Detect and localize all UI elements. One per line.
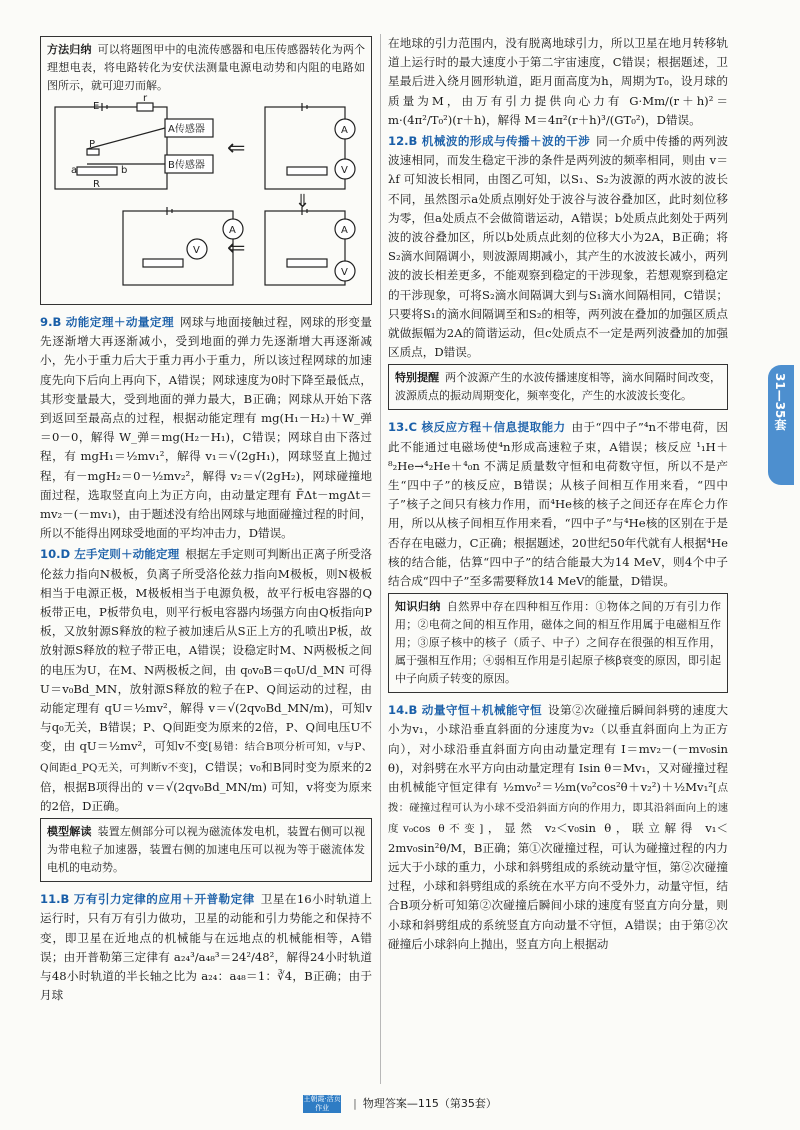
footer-separator: | xyxy=(353,1097,357,1110)
q10-text: 根据左手定则可判断出正离子所受洛伦兹力指向N极板，负离子所受洛伦兹力指向M极板，则N极板相当于电源正极，M极板相当于电源负极，故平行板电容器的Q板带正电，P板带负电，则平行板电容器内场强方向由Q板指向P板，又放射源S释放的粒子被加速后从S正上方的孔喷出P板，故放射源S释放的粒子带正电，A错误；设稳定时M、N两极板之间的电压为U，在M、N两极板之间，由 q₀v₀B＝q₀U/d_MN 可得 U＝v₀Bd_MN，放射源S释放的粒子在P、Q间运动的过程，由动能定理有 qU＝½mv²，解得 v＝√(2qv₀Bd_MN/m)，可知v与q₀无关，B错误；P、Q间距变为原来的2倍，P、Q间电压U不变，由 qU＝½mv²，可知v不变 xyxy=(40,547,372,754)
q9-tag: 动能定理＋动量定理 xyxy=(65,315,174,329)
arrow-left-icon: ⇐ xyxy=(227,136,246,161)
meter-v-3: V xyxy=(193,245,200,256)
q11-number: 11.B xyxy=(40,892,70,907)
q13-paragraph xyxy=(388,418,728,591)
q12-tag: 机械波的形成与传播＋波的干涉 xyxy=(421,134,591,149)
circuit-diagram xyxy=(47,93,365,294)
set-range-label: 31—35套 xyxy=(773,373,787,431)
set-range-tab xyxy=(768,365,794,485)
q13-number: 13.C xyxy=(388,420,418,435)
page-footer xyxy=(0,1095,800,1113)
q9-number: 9.B xyxy=(40,315,62,329)
arrow-left-icon-2: ⇐ xyxy=(227,236,246,261)
label-r: r xyxy=(143,93,148,104)
knowledge-box-title: 知识归纳 xyxy=(395,600,441,614)
q11-text: 卫星在16小时轨道上运行时，只有万有引力做功，卫星的动能和引力势能之和保持不变，即卫星在近地点的机械能与在远地点的机械能相等，A错误；由开普勒第三定律有 a₂₄³/a₄₈³＝24²/48²，解得24小时轨道与48小时轨道的半长轴之比为 a₂₄：a₄₈＝1：∛4，B正确；由于月球 xyxy=(40,892,372,1003)
method-box-title: 方法归纳 xyxy=(47,43,92,56)
knowledge-box xyxy=(388,593,728,693)
sensor-b-label: B传感器 xyxy=(168,160,205,171)
meter-v-2: V xyxy=(341,267,348,278)
q14-paragraph xyxy=(388,701,728,954)
q13-tag: 核反应方程＋信息提取能力 xyxy=(421,420,566,435)
model-box-text: 装置左侧部分可以视为磁流体发电机，装置右侧可以视为带电粒子加速器，装置右侧的加速电压可以视为等于磁流体发电机的电动势。 xyxy=(47,825,365,875)
q9-paragraph xyxy=(40,313,372,543)
q12-number: 12.B xyxy=(388,134,418,149)
arrow-down-icon: ⇓ xyxy=(295,191,311,212)
tip-box xyxy=(388,364,728,410)
label-resistor: R xyxy=(93,179,100,190)
meter-v-1: V xyxy=(341,165,348,176)
model-box-title: 模型解读 xyxy=(47,825,92,839)
q14-text: 设第②次碰撞后瞬间斜劈的速度大小为v₁，小球沿垂直斜面的分速度为v₂（以垂直斜面向上为正方向），对小球沿垂直斜面方向由动量定理有 I＝mv₂－(－mv₀sin θ)，对斜劈在水平方向由动量定理有 Isin θ＝Mv₁，又对碰撞过程由机械能守恒定律有 ½mv₀²＝½m(v₀²cos²θ＋v₂²)＋½Mv₁² xyxy=(388,703,728,795)
q10-note: [易错：结合B项分析可知，v与P、Q间距d_PQ无关，可判断v不变] xyxy=(40,741,372,774)
left-column xyxy=(40,34,372,1008)
q14-number: 14.B xyxy=(388,703,418,718)
q14-note: [点拨：碰撞过程可认为小球不受沿斜面方向的作用力，即其沿斜面向上的速度v₀cos θ不变] xyxy=(388,782,728,835)
q14-tag: 动量守恒＋机械能守恒 xyxy=(421,703,543,718)
column-divider xyxy=(380,34,381,1084)
label-e: E xyxy=(93,101,100,112)
q11-tag: 万有引力定律的应用＋开普勒定律 xyxy=(73,892,255,907)
q11-paragraph xyxy=(40,890,372,1005)
right-column xyxy=(388,34,728,956)
q10-tag: 左手定则＋动能定理 xyxy=(74,547,180,562)
circuit-diagram-svg xyxy=(47,93,365,294)
q14-text-2: ，显然 v₂＜v₀sin θ，联立解得 v₁＜2mv₀sin²θ/M，B正确；第①次碰撞过程，可认为碰撞过程的内力远大于小球的重力，小球和斜劈组成的系统动量守恒，第②次碰撞过程，小球和斜劈组成的系统在水平方向不受外力，动量守恒，结合B项分析可知第②次碰撞后瞬间小球的速度有竖直方向分量，则小球和斜劈组成的系统竖直方向动量不守恒，A错误；由于第②次碰撞后小球斜向上抛出，竖直方向上根据动 xyxy=(388,820,728,951)
q12-text: 同一介质中传播的两列波波速相同，而发生稳定干涉的条件是两列波的频率相同，则由 v＝λf 可知波长相同，由图乙可知，以S₁、S₂为波源的两水波的波长不同，虽然图示a处质点刚好处于波谷与波谷叠加区，此时刻位移为零，但a处质点不会做简谐运动，A错误；b处质点此刻处于两列波的波谷叠加区，所以b处质点此刻的位移大小为2A，B正确；将S₂滴水间隔调小，则波源周期减小，其产生的水波波长减小，两列波的波长相差更多，不能观察到稳定的干涉现象，若想观察到稳定的干涉现象，可将S₂滴水间隔调大到与S₁滴水间隔相同，C错误；只要将S₁的滴水间隔调至和S₂的相等，两列波在叠加的加强区质点就做振幅为2A的简谐运动，但c处质点不一定是两列波叠加的加强区质点，D错误。 xyxy=(388,134,728,360)
meter-a-2: A xyxy=(341,225,348,236)
tip-box-title: 特别提醒 xyxy=(395,371,440,385)
tip-box-text: 两个波源产生的水波传播速度相等，滴水间隔时间改变，波源质点的振动周期变化，频率变化，产生的水波波长变化。 xyxy=(395,371,722,403)
method-box-text: 可以将题图甲中的电流传感器和电压传感器转化为两个理想电表，将电路转化为安伏法测量电源电动势和内阻的电路如图所示，就可迎刃而解。 xyxy=(47,43,365,92)
model-box xyxy=(40,818,372,882)
q10-paragraph xyxy=(40,545,372,816)
q13-text: 由于“四中子”⁴n不带电荷，因此不能通过电磁场使⁴n形成高速粒子束，A错误；核反应 ¹₁H＋⁸₂He→⁴₂He＋⁴₀n 不满足质量数守恒和电荷数守恒，所以不是产生“四中子”的核反应，B错误；从核子间相互作用来看，“四中子”核子之间只有核力作用，而⁴He核的核子之间还存在库仑力作用，所以从核子间相互作用来看，“四中子”与⁴He核的区别在于是否存在电磁力，C正确；根据题述，20世纪50年代就有人根据⁴He核的结合能，估算“四中子”的结合能最大为14 MeV，则4个中子结合成“四中子”至多需要释放14 MeV的能量，D错误。 xyxy=(388,420,728,589)
label-a: a xyxy=(71,165,78,176)
label-b: b xyxy=(121,165,128,176)
q9-text: 网球与地面接触过程，网球的形变量先逐渐增大再逐渐减小，受到地面的弹力先逐渐增大再逐渐减小，先小于重力后大于重力再小于重力，所以该过程网球的加速度先向下后向上再向下，A错误；网球速度为0时下降至最低点，其形变量最大，受到地面的弹力最大，B正确；网球从开始下落到返回至最高点的过程，根据动能定理有 mg(H₁－H₂)＋W_弹＝0－0，解得 W_弹＝mg(H₂－H₁)，C错误；网球自由下落过程，有 mgH₁＝½mv₁²，解得 v₁＝√(2gH₁)，网球竖直上抛过程，有－mgH₂＝0－½mv₂²，解得 v₂＝√(2gH₂)，网球碰撞地面过程，选取竖直向上为正方向，由动量定理有 F̄Δt－mgΔt＝mv₂－(－mv₁)，由于题述没有给出网球与地面碰撞过程的时间，所以不能得出网球受地面的平均冲击力，D错误。 xyxy=(40,315,372,541)
q11-continued: 在地球的引力范围内，没有脱离地球引力，所以卫星在地月转移轨道上运行时的最大速度小于第二宇宙速度，C错误；根据题述，卫星最后进入绕月圆形轨道，距月面高度为h，周期为T₀，设月球的质量为M，由万有引力提供向心力有 G·Mm/(r＋h)²＝m·(4π²/T₀²)(r＋h)，解得 M＝4π²(r＋h)³/(GT₀²)，D错误。 xyxy=(388,36,728,127)
sensor-a-label: A传感器 xyxy=(168,124,205,135)
meter-a-1: A xyxy=(341,125,348,136)
meter-a-3: A xyxy=(229,225,236,236)
q10-text-2: ，C错误；v₀和B同时变为原来的2倍，根据B项得出的 v＝√(2qv₀Bd_MN/m) 可知，v将变为原来的2倍，D正确。 xyxy=(40,759,372,814)
publisher-logo: 王朝霞·活页作业 xyxy=(303,1095,341,1112)
q12-paragraph xyxy=(388,132,728,362)
knowledge-box-text: 自然界中存在四种相互作用：①物体之间的万有引力作用；②电荷之间的相互作用，磁体之间的相互作用属于电磁相互作用；③原子核中的核子（质子、中子）之间存在很强的相互作用，属于强相互作用；④弱相互作用是引起原子核β衰变的原因，即引起中子向质子转变的原因。 xyxy=(395,600,722,686)
method-box xyxy=(40,36,372,305)
footer-page-label: 物理答案—115（第35套） xyxy=(362,1097,497,1110)
label-p: P xyxy=(89,139,96,150)
q10-number: 10.D xyxy=(40,547,71,562)
